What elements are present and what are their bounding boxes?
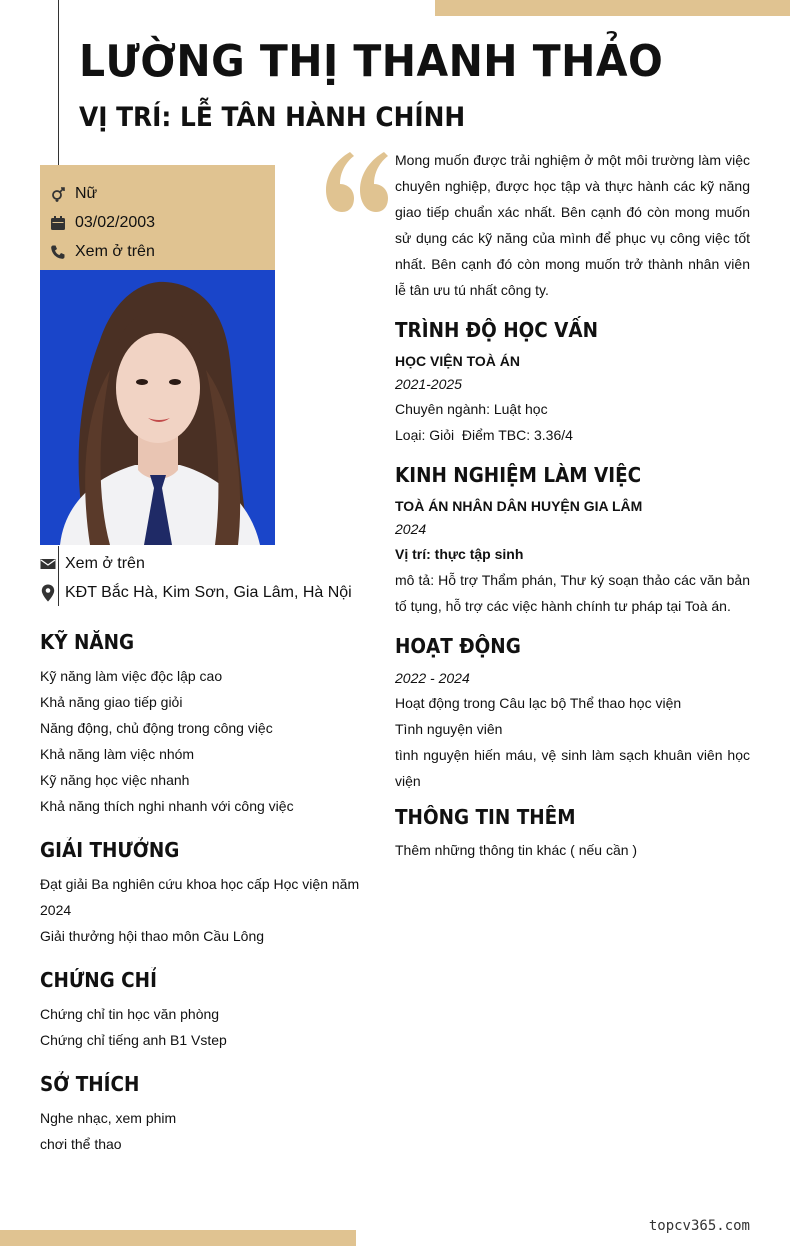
- activity-item: Hoạt động trong Câu lạc bộ Thể thao học viện: [395, 695, 682, 711]
- extra-info-title: THÔNG TIN THÊM: [395, 805, 576, 829]
- certificate-item: Chứng chỉ tin học văn phòng: [40, 1006, 220, 1022]
- career-objective: Mong muốn được trải nghiệm ở một môi trường làm việc chuyên nghiệp, được học tập và thực hành các kỹ năng giao tiếp chuẩn xác nhất. Bên cạnh đó còn mong muốn sử dụng các kỹ năng của mình để phục vụ công việc tốt nhất. Bên cạnh đó còn mong muốn trở thành nhân viên lễ tân ưu tú nhất công ty.: [395, 152, 750, 298]
- certificates-title: CHỨNG CHỈ: [40, 968, 157, 992]
- activities-period: 2022 - 2024: [395, 670, 470, 686]
- job-position: VỊ TRÍ: LỄ TÂN HÀNH CHÍNH: [79, 102, 466, 133]
- experience-role: Vị trí: thực tập sinh: [395, 546, 524, 562]
- quote-icon: [322, 146, 388, 221]
- email-row: [40, 549, 352, 578]
- award-item: Đạt giải Ba nghiên cứu khoa học cấp Học viện năm 2024: [40, 876, 360, 918]
- personal-info-box: [40, 165, 275, 270]
- education-major: Chuyên ngành: Luật học: [395, 401, 548, 417]
- experience-description: mô tả: Hỗ trợ Thẩm phán, Thư ký soạn thảo các văn bản tố tụng, hỗ trợ các việc hành chính tư pháp tại Toà án.: [395, 572, 750, 614]
- experience-section: [395, 463, 750, 619]
- activities-section: [395, 634, 750, 794]
- activity-item: tình nguyện hiến máu, vệ sinh làm sạch khuân viên học viện: [395, 747, 750, 789]
- experience-year: 2024: [395, 521, 427, 537]
- address-value: KĐT Bắc Hà, Kim Sơn, Gia Lâm, Hà Nội: [65, 583, 352, 601]
- phone-value: Xem ở trên: [75, 242, 155, 260]
- education-grade: Loại: Giỏi Điểm TBC: 3.36/4: [395, 427, 573, 443]
- phone-row: [40, 237, 275, 266]
- skills-section: [40, 630, 360, 819]
- school-name: HỌC VIỆN TOÀ ÁN: [395, 353, 520, 369]
- candidate-name: LƯỜNG THỊ THANH THẢO: [79, 36, 664, 87]
- location-icon: [40, 585, 56, 601]
- skill-item: Khả năng thích nghi nhanh với công việc: [40, 798, 294, 814]
- gender-value: Nữ: [75, 184, 98, 202]
- calendar-icon: [50, 215, 66, 231]
- skill-item: Khả năng giao tiếp giỏi: [40, 694, 183, 710]
- experience-title: KINH NGHIỆM LÀM VIỆC: [395, 463, 642, 487]
- awards-title: GIẢI THƯỞNG: [40, 838, 180, 862]
- header-divider-line: [58, 0, 59, 165]
- address-row: [40, 578, 352, 607]
- company-name: TOÀ ÁN NHÂN DÂN HUYỆN GIA LÂM: [395, 498, 643, 514]
- bottom-accent-bar: [0, 1230, 356, 1246]
- skill-item: Khả năng làm việc nhóm: [40, 746, 195, 762]
- gender-row: [40, 179, 275, 208]
- skill-item: Kỹ năng học việc nhanh: [40, 772, 190, 788]
- birthday-row: [40, 208, 275, 237]
- activity-item: Tình nguyện viên: [395, 721, 503, 737]
- certificate-item: Chứng chỉ tiếng anh B1 Vstep: [40, 1032, 227, 1048]
- skill-item: Kỹ năng làm việc độc lập cao: [40, 668, 223, 684]
- footer-brand: topcv365.com: [648, 1218, 750, 1234]
- awards-section: [40, 838, 360, 949]
- skills-title: KỸ NĂNG: [40, 630, 135, 654]
- top-accent-bar: [435, 0, 790, 16]
- education-period: 2021-2025: [395, 376, 462, 392]
- extra-info-text: Thêm những thông tin khác ( nếu cần ): [395, 842, 638, 858]
- phone-icon: [50, 244, 66, 260]
- activities-title: HOẠT ĐỘNG: [395, 634, 521, 658]
- hobbies-title: SỞ THÍCH: [40, 1072, 140, 1096]
- mail-icon: [40, 556, 56, 572]
- hobby-item: Nghe nhạc, xem phim: [40, 1110, 177, 1126]
- education-section: [395, 318, 750, 448]
- contact-info: [40, 549, 352, 607]
- education-title: TRÌNH ĐỘ HỌC VẤN: [395, 318, 599, 342]
- hobbies-section: [40, 1072, 360, 1157]
- email-value: Xem ở trên: [65, 554, 145, 572]
- award-item: Giải thưởng hội thao môn Cầu Lông: [40, 928, 265, 944]
- profile-photo: [40, 270, 275, 545]
- hobby-item: chơi thể thao: [40, 1136, 122, 1152]
- extra-info-section: [395, 805, 750, 863]
- birthday-value: 03/02/2003: [75, 213, 156, 231]
- skill-item: Năng động, chủ động trong công việc: [40, 720, 273, 736]
- certificates-section: [40, 968, 360, 1053]
- portrait-illustration: [40, 270, 275, 545]
- gender-icon: [50, 186, 66, 202]
